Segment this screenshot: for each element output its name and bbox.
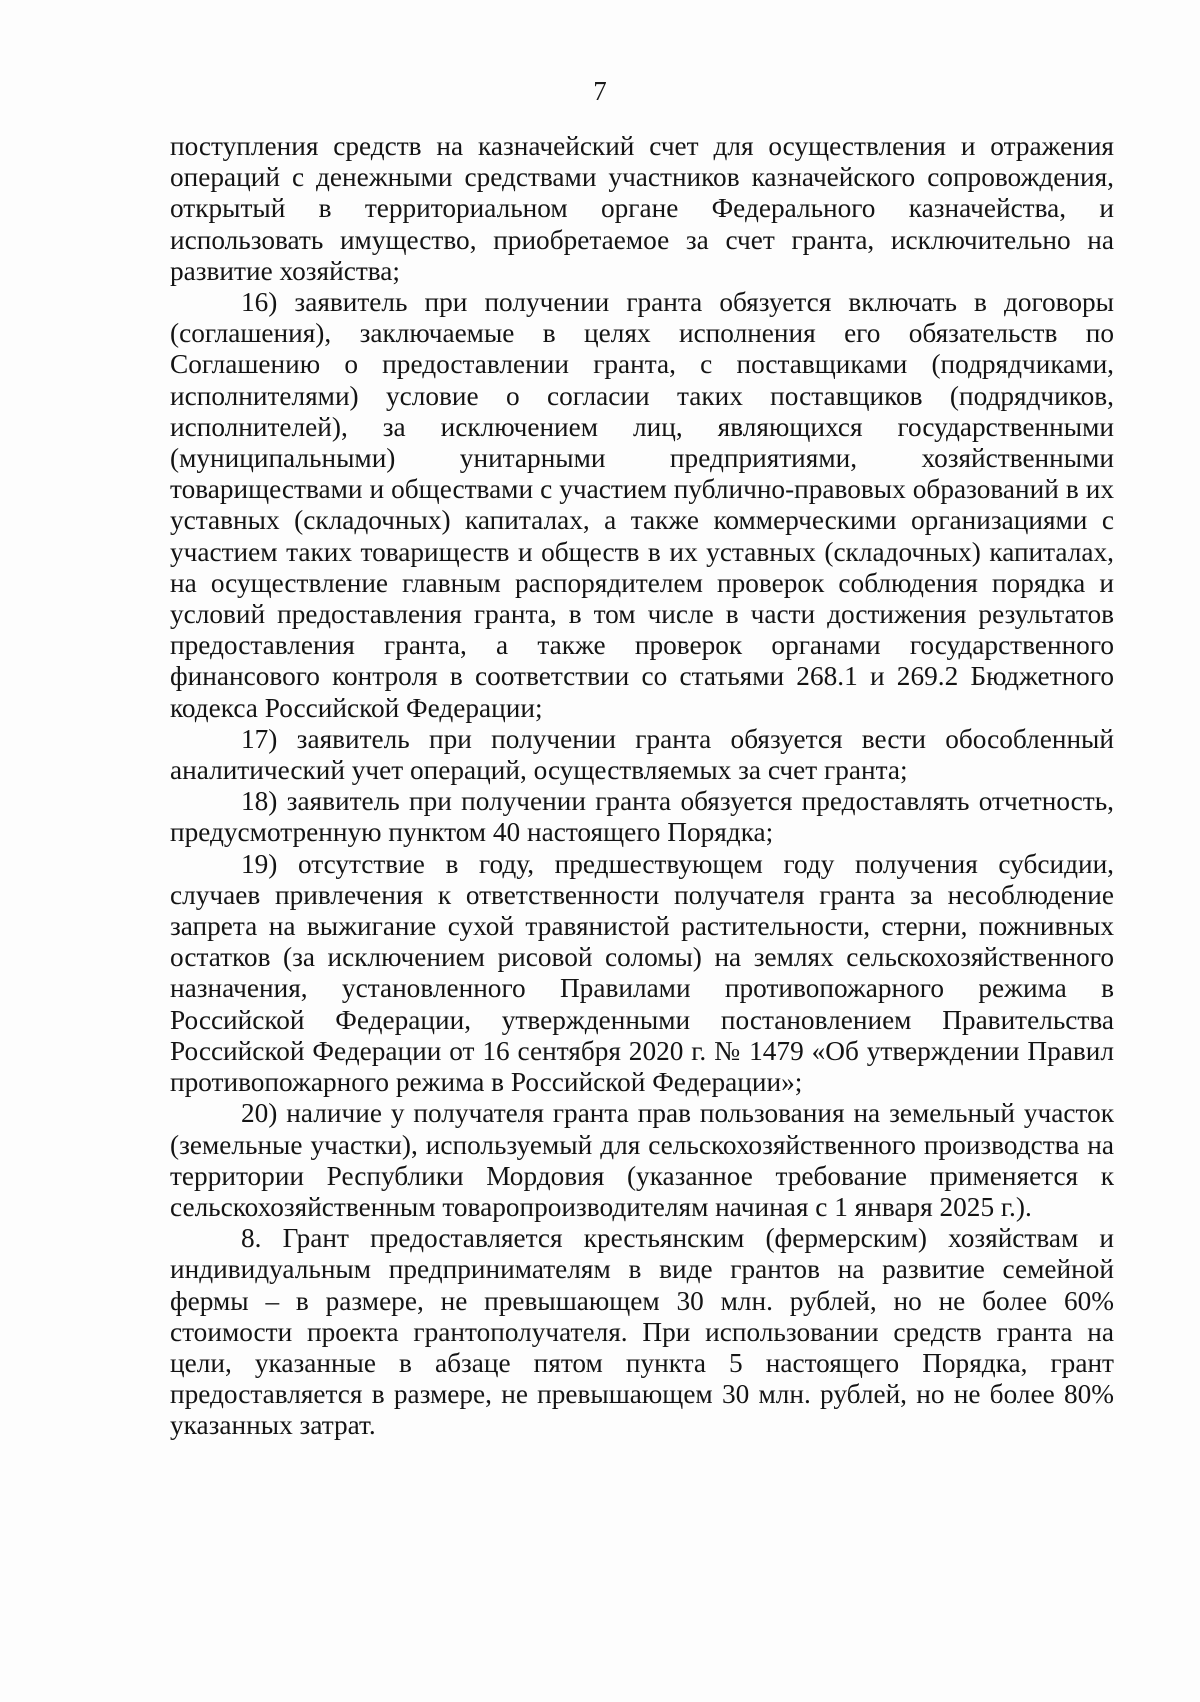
paragraph-continuation: поступления средств на казначейский счет для осуществления и отражения операций с денежными средствами участников казначейского сопровождения, открытый в территориальном органе Федерального казначейства, и использовать имущество, приобретаемое за счет гранта, исключительно на развитие хозяйства; — [170, 131, 1114, 286]
paragraph-item-17: 17) заявитель при получении гранта обязуется вести обособленный аналитический учет операций, осуществляемых за счет гранта; — [170, 723, 1114, 786]
page-number: 7 — [593, 76, 607, 106]
paragraph-clause-8: 8. Грант предоставляется крестьянским (фермерским) хозяйствам и индивидуальным предпринимателям в виде грантов на развитие семейной фермы – в размере, не превышающем 30 млн. рублей, но не более 60% стоимости проекта грантополучателя. При использовании средств гранта на цели, указанные в абзаце пятом пункта 5 настоящего Порядка, грант предоставляется в размере, не превышающем 30 млн. рублей, но не более 80% указанных затрат. — [170, 1223, 1114, 1441]
document-body — [170, 131, 1114, 1442]
paragraph-item-19: 19) отсутствие в году, предшествующем году получения субсидии, случаев привлечения к ответственности получателя гранта за несоблюдение запрета на выжигание сухой травянистой растительности, стерни, пожнивных остатков (за исключением рисовой соломы) на землях сельскохозяйственного назначения, установленного Правилами противопожарного режима в Российской Федерации, утвержденными постановлением Правительства Российской Федерации от 16 сентября 2020 г. № 1479 «Об утверждении Правил противопожарного режима в Российской Федерации»; — [170, 848, 1114, 1098]
paragraph-item-20: 20) наличие у получателя гранта прав пользования на земельный участок (земельные участки), используемый для сельскохозяйственного производства на территории Республики Мордовия (указанное требование применяется к сельскохозяйственным товаропроизводителям начиная с 1 января 2025 г.). — [170, 1098, 1114, 1222]
paragraph-item-16: 16) заявитель при получении гранта обязуется включать в договоры (соглашения), заключаемые в целях исполнения его обязательств по Соглашению о предоставлении гранта, с поставщиками (подрядчиками, исполнителями) условие о согласии таких поставщиков (подрядчиков, исполнителей), за исключением лиц, являющихся государственными (муниципальными) унитарными предприятиями, хозяйственными товариществами и обществами с участием публично-правовых образований в их уставных (складочных) капиталах, а также коммерческими организациями с участием таких товариществ и обществ в их уставных (складочных) капиталах, на осуществление главным распорядителем проверок соблюдения порядка и условий предоставления гранта, в том числе в части достижения результатов предоставления гранта, а также проверок органами государственного финансового контроля в соответствии со статьями 268.1 и 269.2 Бюджетного кодекса Российской Федерации; — [170, 287, 1114, 723]
paragraph-item-18: 18) заявитель при получении гранта обязуется предоставлять отчетность, предусмотренную пунктом 40 настоящего Порядка; — [170, 786, 1114, 848]
